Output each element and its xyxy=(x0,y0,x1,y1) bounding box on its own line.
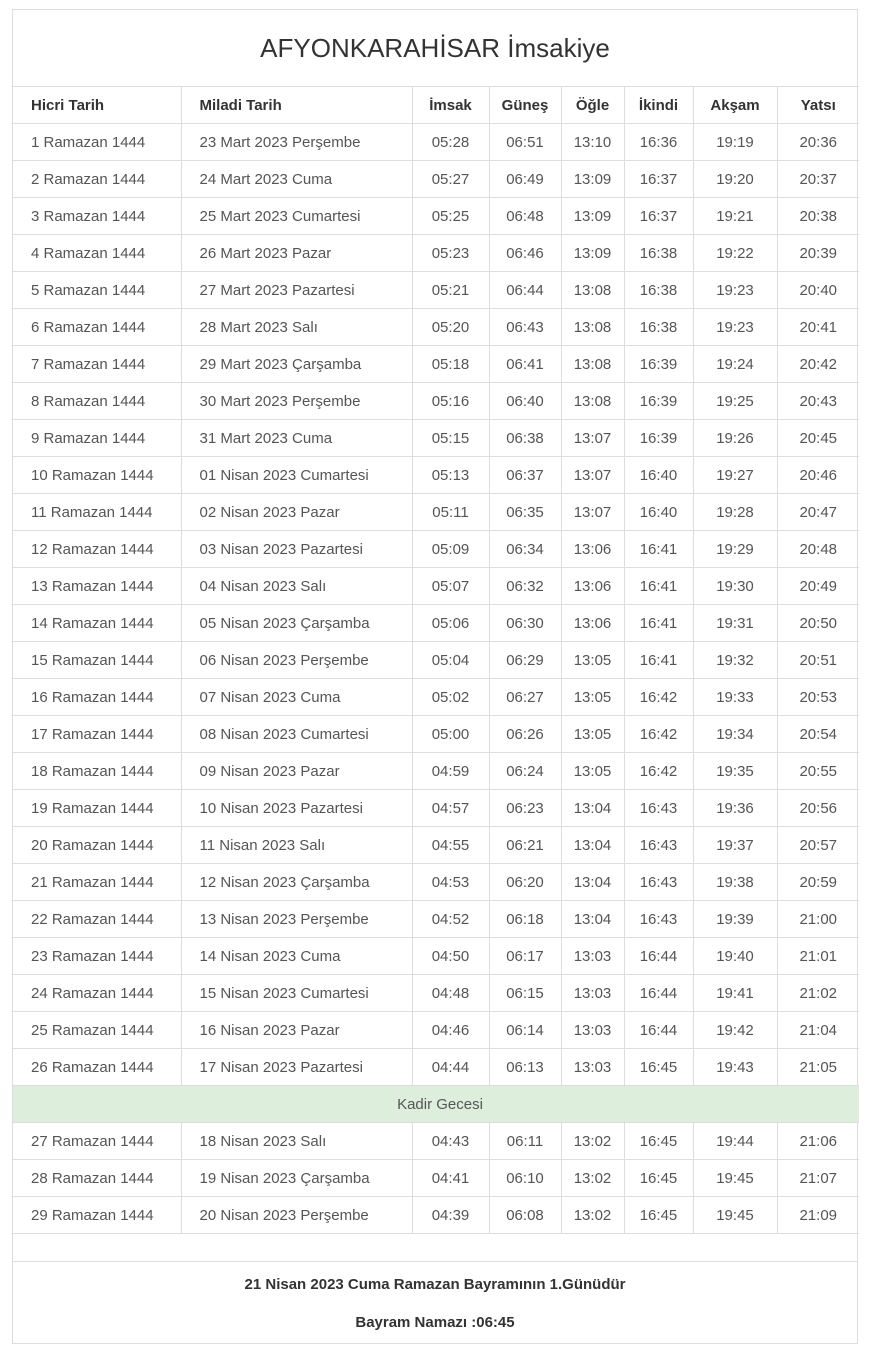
ikindi-time-cell: 16:43 xyxy=(624,901,693,938)
gunes-time-cell: 06:29 xyxy=(489,642,561,679)
aksam-time-cell: 19:39 xyxy=(693,901,777,938)
gunes-time-cell: 06:49 xyxy=(489,161,561,198)
aksam-time-cell: 19:24 xyxy=(693,346,777,383)
table-row xyxy=(13,938,859,975)
aksam-time-cell: 19:38 xyxy=(693,864,777,901)
column-header-miladi-tarih: Miladi Tarih xyxy=(181,87,412,124)
gunes-time-cell: 06:24 xyxy=(489,753,561,790)
aksam-time-cell: 19:28 xyxy=(693,494,777,531)
aksam-time-cell: 19:23 xyxy=(693,309,777,346)
ikindi-time-cell: 16:39 xyxy=(624,383,693,420)
yatsi-time-cell: 20:49 xyxy=(777,568,859,605)
yatsi-time-cell: 21:05 xyxy=(777,1049,859,1086)
hicri-date-cell: 7 Ramazan 1444 xyxy=(13,346,181,383)
ikindi-time-cell: 16:42 xyxy=(624,753,693,790)
yatsi-time-cell: 20:42 xyxy=(777,346,859,383)
ikindi-time-cell: 16:45 xyxy=(624,1049,693,1086)
yatsi-time-cell: 20:54 xyxy=(777,716,859,753)
ogle-time-cell: 13:05 xyxy=(561,679,624,716)
miladi-date-cell: 03 Nisan 2023 Pazartesi xyxy=(181,531,412,568)
table-row xyxy=(13,790,859,827)
bayram-footer xyxy=(13,1261,857,1343)
table-row xyxy=(13,716,859,753)
hicri-date-cell: 26 Ramazan 1444 xyxy=(13,1049,181,1086)
miladi-date-cell: 30 Mart 2023 Perşembe xyxy=(181,383,412,420)
ogle-time-cell: 13:06 xyxy=(561,568,624,605)
miladi-date-cell: 07 Nisan 2023 Cuma xyxy=(181,679,412,716)
ogle-time-cell: 13:03 xyxy=(561,975,624,1012)
ogle-time-cell: 13:07 xyxy=(561,494,624,531)
miladi-date-cell: 12 Nisan 2023 Çarşamba xyxy=(181,864,412,901)
miladi-date-cell: 10 Nisan 2023 Pazartesi xyxy=(181,790,412,827)
prayer-times-table xyxy=(13,86,859,1234)
gunes-time-cell: 06:20 xyxy=(489,864,561,901)
miladi-date-cell: 28 Mart 2023 Salı xyxy=(181,309,412,346)
miladi-date-cell: 01 Nisan 2023 Cumartesi xyxy=(181,457,412,494)
imsak-time-cell: 05:00 xyxy=(412,716,489,753)
ikindi-time-cell: 16:37 xyxy=(624,161,693,198)
miladi-date-cell: 20 Nisan 2023 Perşembe xyxy=(181,1197,412,1234)
ogle-time-cell: 13:02 xyxy=(561,1197,624,1234)
ogle-time-cell: 13:04 xyxy=(561,864,624,901)
gunes-time-cell: 06:10 xyxy=(489,1160,561,1197)
imsak-time-cell: 05:20 xyxy=(412,309,489,346)
gunes-time-cell: 06:34 xyxy=(489,531,561,568)
imsak-time-cell: 05:04 xyxy=(412,642,489,679)
ogle-time-cell: 13:08 xyxy=(561,346,624,383)
hicri-date-cell: 5 Ramazan 1444 xyxy=(13,272,181,309)
ogle-time-cell: 13:06 xyxy=(561,531,624,568)
ikindi-time-cell: 16:44 xyxy=(624,1012,693,1049)
aksam-time-cell: 19:21 xyxy=(693,198,777,235)
hicri-date-cell: 19 Ramazan 1444 xyxy=(13,790,181,827)
table-row xyxy=(13,568,859,605)
table-row xyxy=(13,1197,859,1234)
ogle-time-cell: 13:09 xyxy=(561,161,624,198)
table-row xyxy=(13,383,859,420)
ikindi-time-cell: 16:44 xyxy=(624,938,693,975)
ikindi-time-cell: 16:40 xyxy=(624,457,693,494)
table-row xyxy=(13,531,859,568)
aksam-time-cell: 19:19 xyxy=(693,124,777,161)
ikindi-time-cell: 16:42 xyxy=(624,716,693,753)
yatsi-time-cell: 20:48 xyxy=(777,531,859,568)
hicri-date-cell: 4 Ramazan 1444 xyxy=(13,235,181,272)
hicri-date-cell: 17 Ramazan 1444 xyxy=(13,716,181,753)
ogle-time-cell: 13:05 xyxy=(561,716,624,753)
imsak-time-cell: 04:41 xyxy=(412,1160,489,1197)
aksam-time-cell: 19:22 xyxy=(693,235,777,272)
gunes-time-cell: 06:44 xyxy=(489,272,561,309)
imsakiye-card xyxy=(12,9,858,1344)
table-row xyxy=(13,272,859,309)
table-row xyxy=(13,420,859,457)
bayram-prayer-time: Bayram Namazı :06:45 xyxy=(355,1314,515,1331)
imsak-time-cell: 05:23 xyxy=(412,235,489,272)
yatsi-time-cell: 21:06 xyxy=(777,1123,859,1160)
gunes-time-cell: 06:43 xyxy=(489,309,561,346)
hicri-date-cell: 14 Ramazan 1444 xyxy=(13,605,181,642)
column-header-imsak: İmsak xyxy=(412,87,489,124)
aksam-time-cell: 19:25 xyxy=(693,383,777,420)
table-row xyxy=(13,605,859,642)
ogle-time-cell: 13:04 xyxy=(561,790,624,827)
yatsi-time-cell: 20:41 xyxy=(777,309,859,346)
imsak-time-cell: 04:57 xyxy=(412,790,489,827)
ikindi-time-cell: 16:37 xyxy=(624,198,693,235)
gunes-time-cell: 06:18 xyxy=(489,901,561,938)
miladi-date-cell: 25 Mart 2023 Cumartesi xyxy=(181,198,412,235)
ikindi-time-cell: 16:45 xyxy=(624,1197,693,1234)
miladi-date-cell: 13 Nisan 2023 Perşembe xyxy=(181,901,412,938)
table-row xyxy=(13,124,859,161)
imsak-time-cell: 05:11 xyxy=(412,494,489,531)
column-header-aksam: Akşam xyxy=(693,87,777,124)
table-row xyxy=(13,975,859,1012)
hicri-date-cell: 8 Ramazan 1444 xyxy=(13,383,181,420)
aksam-time-cell: 19:41 xyxy=(693,975,777,1012)
hicri-date-cell: 1 Ramazan 1444 xyxy=(13,124,181,161)
gunes-time-cell: 06:08 xyxy=(489,1197,561,1234)
imsak-time-cell: 05:07 xyxy=(412,568,489,605)
ikindi-time-cell: 16:41 xyxy=(624,531,693,568)
ogle-time-cell: 13:04 xyxy=(561,827,624,864)
yatsi-time-cell: 20:46 xyxy=(777,457,859,494)
hicri-date-cell: 12 Ramazan 1444 xyxy=(13,531,181,568)
hicri-date-cell: 2 Ramazan 1444 xyxy=(13,161,181,198)
table-row xyxy=(13,1160,859,1197)
table-row xyxy=(13,309,859,346)
yatsi-time-cell: 20:53 xyxy=(777,679,859,716)
imsak-time-cell: 05:27 xyxy=(412,161,489,198)
ikindi-time-cell: 16:44 xyxy=(624,975,693,1012)
gunes-time-cell: 06:26 xyxy=(489,716,561,753)
gunes-time-cell: 06:41 xyxy=(489,346,561,383)
kadir-gecesi-row xyxy=(13,1086,859,1123)
table-row xyxy=(13,494,859,531)
table-row xyxy=(13,198,859,235)
miladi-date-cell: 23 Mart 2023 Perşembe xyxy=(181,124,412,161)
gunes-time-cell: 06:15 xyxy=(489,975,561,1012)
imsak-time-cell: 05:09 xyxy=(412,531,489,568)
page xyxy=(0,9,870,1344)
yatsi-time-cell: 21:07 xyxy=(777,1160,859,1197)
miladi-date-cell: 05 Nisan 2023 Çarşamba xyxy=(181,605,412,642)
column-header-ogle: Öğle xyxy=(561,87,624,124)
yatsi-time-cell: 20:56 xyxy=(777,790,859,827)
ikindi-time-cell: 16:43 xyxy=(624,790,693,827)
yatsi-time-cell: 20:40 xyxy=(777,272,859,309)
hicri-date-cell: 24 Ramazan 1444 xyxy=(13,975,181,1012)
gunes-time-cell: 06:40 xyxy=(489,383,561,420)
gunes-time-cell: 06:37 xyxy=(489,457,561,494)
miladi-date-cell: 02 Nisan 2023 Pazar xyxy=(181,494,412,531)
yatsi-time-cell: 20:47 xyxy=(777,494,859,531)
imsak-time-cell: 05:28 xyxy=(412,124,489,161)
ikindi-time-cell: 16:41 xyxy=(624,605,693,642)
miladi-date-cell: 31 Mart 2023 Cuma xyxy=(181,420,412,457)
miladi-date-cell: 06 Nisan 2023 Perşembe xyxy=(181,642,412,679)
ikindi-time-cell: 16:40 xyxy=(624,494,693,531)
table-row xyxy=(13,864,859,901)
hicri-date-cell: 9 Ramazan 1444 xyxy=(13,420,181,457)
column-header-ikindi: İkindi xyxy=(624,87,693,124)
ikindi-time-cell: 16:38 xyxy=(624,235,693,272)
ogle-time-cell: 13:03 xyxy=(561,938,624,975)
gunes-time-cell: 06:30 xyxy=(489,605,561,642)
ikindi-time-cell: 16:39 xyxy=(624,420,693,457)
column-header-yatsi: Yatsı xyxy=(777,87,859,124)
miladi-date-cell: 09 Nisan 2023 Pazar xyxy=(181,753,412,790)
yatsi-time-cell: 20:36 xyxy=(777,124,859,161)
yatsi-time-cell: 20:45 xyxy=(777,420,859,457)
hicri-date-cell: 20 Ramazan 1444 xyxy=(13,827,181,864)
ogle-time-cell: 13:09 xyxy=(561,198,624,235)
imsak-time-cell: 05:06 xyxy=(412,605,489,642)
ogle-time-cell: 13:02 xyxy=(561,1160,624,1197)
miladi-date-cell: 04 Nisan 2023 Salı xyxy=(181,568,412,605)
ogle-time-cell: 13:05 xyxy=(561,642,624,679)
imsak-time-cell: 05:13 xyxy=(412,457,489,494)
gunes-time-cell: 06:21 xyxy=(489,827,561,864)
miladi-date-cell: 29 Mart 2023 Çarşamba xyxy=(181,346,412,383)
aksam-time-cell: 19:40 xyxy=(693,938,777,975)
miladi-date-cell: 15 Nisan 2023 Cumartesi xyxy=(181,975,412,1012)
hicri-date-cell: 16 Ramazan 1444 xyxy=(13,679,181,716)
hicri-date-cell: 11 Ramazan 1444 xyxy=(13,494,181,531)
gunes-time-cell: 06:35 xyxy=(489,494,561,531)
table-row xyxy=(13,901,859,938)
gunes-time-cell: 06:11 xyxy=(489,1123,561,1160)
imsak-time-cell: 04:44 xyxy=(412,1049,489,1086)
table-row xyxy=(13,827,859,864)
gunes-time-cell: 06:17 xyxy=(489,938,561,975)
imsak-time-cell: 04:53 xyxy=(412,864,489,901)
gunes-time-cell: 06:23 xyxy=(489,790,561,827)
yatsi-time-cell: 21:01 xyxy=(777,938,859,975)
table-row xyxy=(13,1012,859,1049)
yatsi-time-cell: 21:02 xyxy=(777,975,859,1012)
gunes-time-cell: 06:32 xyxy=(489,568,561,605)
hicri-date-cell: 27 Ramazan 1444 xyxy=(13,1123,181,1160)
imsak-time-cell: 05:18 xyxy=(412,346,489,383)
table-row xyxy=(13,1049,859,1086)
ikindi-time-cell: 16:45 xyxy=(624,1160,693,1197)
ikindi-time-cell: 16:38 xyxy=(624,272,693,309)
ogle-time-cell: 13:08 xyxy=(561,383,624,420)
ogle-time-cell: 13:06 xyxy=(561,605,624,642)
table-bottom-gap xyxy=(13,1234,857,1261)
column-header-hicri-tarih: Hicri Tarih xyxy=(13,87,181,124)
aksam-time-cell: 19:45 xyxy=(693,1197,777,1234)
ikindi-time-cell: 16:36 xyxy=(624,124,693,161)
aksam-time-cell: 19:33 xyxy=(693,679,777,716)
hicri-date-cell: 23 Ramazan 1444 xyxy=(13,938,181,975)
aksam-time-cell: 19:26 xyxy=(693,420,777,457)
aksam-time-cell: 19:37 xyxy=(693,827,777,864)
ikindi-time-cell: 16:38 xyxy=(624,309,693,346)
yatsi-time-cell: 20:39 xyxy=(777,235,859,272)
table-row xyxy=(13,235,859,272)
ikindi-time-cell: 16:42 xyxy=(624,679,693,716)
column-header-gunes: Güneş xyxy=(489,87,561,124)
ikindi-time-cell: 16:43 xyxy=(624,827,693,864)
miladi-date-cell: 16 Nisan 2023 Pazar xyxy=(181,1012,412,1049)
table-row xyxy=(13,642,859,679)
hicri-date-cell: 15 Ramazan 1444 xyxy=(13,642,181,679)
aksam-time-cell: 19:35 xyxy=(693,753,777,790)
aksam-time-cell: 19:30 xyxy=(693,568,777,605)
miladi-date-cell: 08 Nisan 2023 Cumartesi xyxy=(181,716,412,753)
miladi-date-cell: 14 Nisan 2023 Cuma xyxy=(181,938,412,975)
imsak-time-cell: 05:15 xyxy=(412,420,489,457)
bayram-day-note: 21 Nisan 2023 Cuma Ramazan Bayramının 1.Günüdür xyxy=(244,1276,626,1293)
hicri-date-cell: 29 Ramazan 1444 xyxy=(13,1197,181,1234)
table-body xyxy=(13,124,859,1234)
yatsi-time-cell: 20:37 xyxy=(777,161,859,198)
aksam-time-cell: 19:34 xyxy=(693,716,777,753)
miladi-date-cell: 26 Mart 2023 Pazar xyxy=(181,235,412,272)
table-row xyxy=(13,1123,859,1160)
aksam-time-cell: 19:20 xyxy=(693,161,777,198)
imsak-time-cell: 04:52 xyxy=(412,901,489,938)
ikindi-time-cell: 16:45 xyxy=(624,1123,693,1160)
yatsi-time-cell: 21:09 xyxy=(777,1197,859,1234)
hicri-date-cell: 3 Ramazan 1444 xyxy=(13,198,181,235)
ogle-time-cell: 13:08 xyxy=(561,272,624,309)
aksam-time-cell: 19:27 xyxy=(693,457,777,494)
ogle-time-cell: 13:04 xyxy=(561,901,624,938)
hicri-date-cell: 13 Ramazan 1444 xyxy=(13,568,181,605)
table-row xyxy=(13,753,859,790)
ogle-time-cell: 13:03 xyxy=(561,1012,624,1049)
hicri-date-cell: 28 Ramazan 1444 xyxy=(13,1160,181,1197)
imsak-time-cell: 04:48 xyxy=(412,975,489,1012)
yatsi-time-cell: 21:04 xyxy=(777,1012,859,1049)
ogle-time-cell: 13:10 xyxy=(561,124,624,161)
imsak-time-cell: 04:46 xyxy=(412,1012,489,1049)
ogle-time-cell: 13:09 xyxy=(561,235,624,272)
ogle-time-cell: 13:07 xyxy=(561,457,624,494)
ikindi-time-cell: 16:41 xyxy=(624,568,693,605)
ogle-time-cell: 13:07 xyxy=(561,420,624,457)
hicri-date-cell: 21 Ramazan 1444 xyxy=(13,864,181,901)
imsak-time-cell: 04:55 xyxy=(412,827,489,864)
gunes-time-cell: 06:13 xyxy=(489,1049,561,1086)
ogle-time-cell: 13:05 xyxy=(561,753,624,790)
yatsi-time-cell: 20:38 xyxy=(777,198,859,235)
page-title: AFYONKARAHİSAR İmsakiye xyxy=(260,33,610,63)
yatsi-time-cell: 20:57 xyxy=(777,827,859,864)
aksam-time-cell: 19:36 xyxy=(693,790,777,827)
aksam-time-cell: 19:31 xyxy=(693,605,777,642)
gunes-time-cell: 06:48 xyxy=(489,198,561,235)
miladi-date-cell: 17 Nisan 2023 Pazartesi xyxy=(181,1049,412,1086)
aksam-time-cell: 19:45 xyxy=(693,1160,777,1197)
gunes-time-cell: 06:46 xyxy=(489,235,561,272)
kadir-gecesi-label: Kadir Gecesi xyxy=(13,1086,859,1123)
aksam-time-cell: 19:23 xyxy=(693,272,777,309)
ikindi-time-cell: 16:41 xyxy=(624,642,693,679)
yatsi-time-cell: 20:55 xyxy=(777,753,859,790)
table-row xyxy=(13,346,859,383)
yatsi-time-cell: 21:00 xyxy=(777,901,859,938)
yatsi-time-cell: 20:59 xyxy=(777,864,859,901)
imsak-time-cell: 04:59 xyxy=(412,753,489,790)
miladi-date-cell: 11 Nisan 2023 Salı xyxy=(181,827,412,864)
aksam-time-cell: 19:43 xyxy=(693,1049,777,1086)
aksam-time-cell: 19:44 xyxy=(693,1123,777,1160)
hicri-date-cell: 22 Ramazan 1444 xyxy=(13,901,181,938)
gunes-time-cell: 06:14 xyxy=(489,1012,561,1049)
imsak-time-cell: 05:21 xyxy=(412,272,489,309)
gunes-time-cell: 06:51 xyxy=(489,124,561,161)
ikindi-time-cell: 16:39 xyxy=(624,346,693,383)
aksam-time-cell: 19:29 xyxy=(693,531,777,568)
gunes-time-cell: 06:38 xyxy=(489,420,561,457)
table-row xyxy=(13,679,859,716)
miladi-date-cell: 19 Nisan 2023 Çarşamba xyxy=(181,1160,412,1197)
imsak-time-cell: 04:50 xyxy=(412,938,489,975)
imsak-time-cell: 05:25 xyxy=(412,198,489,235)
hicri-date-cell: 25 Ramazan 1444 xyxy=(13,1012,181,1049)
miladi-date-cell: 18 Nisan 2023 Salı xyxy=(181,1123,412,1160)
imsak-time-cell: 04:39 xyxy=(412,1197,489,1234)
ikindi-time-cell: 16:43 xyxy=(624,864,693,901)
ogle-time-cell: 13:08 xyxy=(561,309,624,346)
hicri-date-cell: 10 Ramazan 1444 xyxy=(13,457,181,494)
yatsi-time-cell: 20:43 xyxy=(777,383,859,420)
ogle-time-cell: 13:02 xyxy=(561,1123,624,1160)
aksam-time-cell: 19:32 xyxy=(693,642,777,679)
table-row xyxy=(13,161,859,198)
yatsi-time-cell: 20:51 xyxy=(777,642,859,679)
table-row xyxy=(13,457,859,494)
gunes-time-cell: 06:27 xyxy=(489,679,561,716)
table-header-row xyxy=(13,87,859,124)
miladi-date-cell: 24 Mart 2023 Cuma xyxy=(181,161,412,198)
ogle-time-cell: 13:03 xyxy=(561,1049,624,1086)
aksam-time-cell: 19:42 xyxy=(693,1012,777,1049)
miladi-date-cell: 27 Mart 2023 Pazartesi xyxy=(181,272,412,309)
imsak-time-cell: 05:16 xyxy=(412,383,489,420)
yatsi-time-cell: 20:50 xyxy=(777,605,859,642)
imsak-time-cell: 05:02 xyxy=(412,679,489,716)
hicri-date-cell: 18 Ramazan 1444 xyxy=(13,753,181,790)
imsak-time-cell: 04:43 xyxy=(412,1123,489,1160)
hicri-date-cell: 6 Ramazan 1444 xyxy=(13,309,181,346)
